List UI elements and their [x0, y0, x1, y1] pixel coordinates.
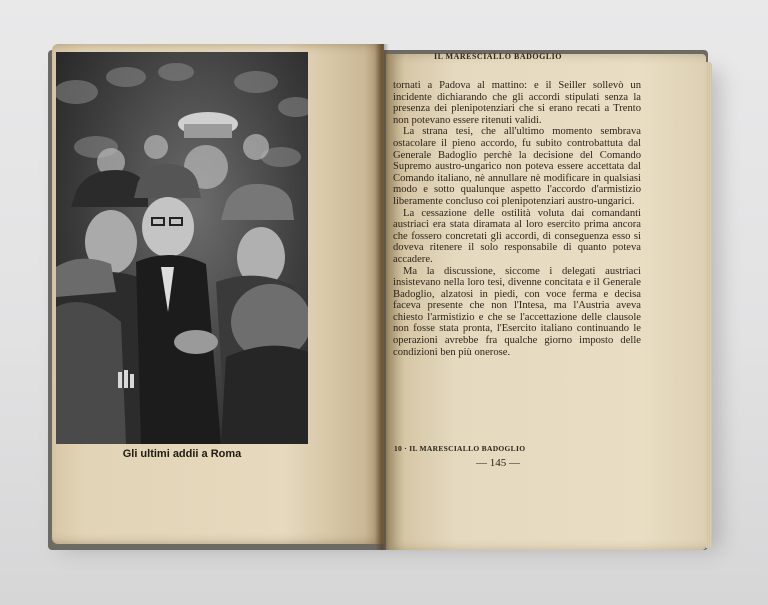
- book-gutter: [375, 44, 389, 550]
- page-number: — 145 —: [476, 457, 520, 469]
- paragraph: Ma la discussione, siccome i delegati austriaci insistevano nella loro tesi, divenne concitata e il Generale Badoglio, alzatosi in piedi, con voce ferma e decisa faceva presente che non l'Intesa, ma l'Austria aveva chiesto l'armistizio e che se l'accettazione delle clausole non fosse stata pronta, l'Esercito italiano continuando le operazioni avrebbe fra qualche giorno imposto delle condizioni ben più onerose.: [393, 265, 641, 358]
- page-body-text: [393, 80, 641, 358]
- running-head: IL MARESCIALLO BADOGLIO: [434, 52, 562, 61]
- crowd-photo-illustration: [56, 52, 308, 444]
- paragraph: La cessazione delle ostilità voluta dai comandanti austriaci era stata diramata al loro esercito prima ancora che fossero concretati gli accordi, di conseguenza esso si doveva ritenere il solo responsabile di quanto poteva accadere.: [393, 207, 641, 265]
- photo-caption: Gli ultimi addii a Roma: [122, 448, 242, 460]
- printer-signature: 10 · IL MARESCIALLO BADOGLIO: [394, 444, 526, 453]
- crowd-photo: [56, 52, 308, 444]
- paragraph: tornati a Padova al mattino: e il Seiller sollevò un incidente dichiarando che gli accordi stipulati senza la presenza dei plenipotenziari che si erano recati a Trento non potevano essere ritenuti validi.: [393, 80, 641, 126]
- page-edges: [706, 62, 712, 548]
- paragraph: La strana tesi, che all'ultimo momento sembrava ostacolare il pieno accordo, fu subito controbattuta dal Generale Badoglio perchè la decisione del Comando Supremo austro-ungarico non poteva essere accettata dal Comando italiano, nè annullare nè modificare in qualsiasi modo e sotto qualunque aspetto l'accordo d'armistizio liberamente concluso coi plenipotenziari austro-ungarici.: [393, 126, 641, 207]
